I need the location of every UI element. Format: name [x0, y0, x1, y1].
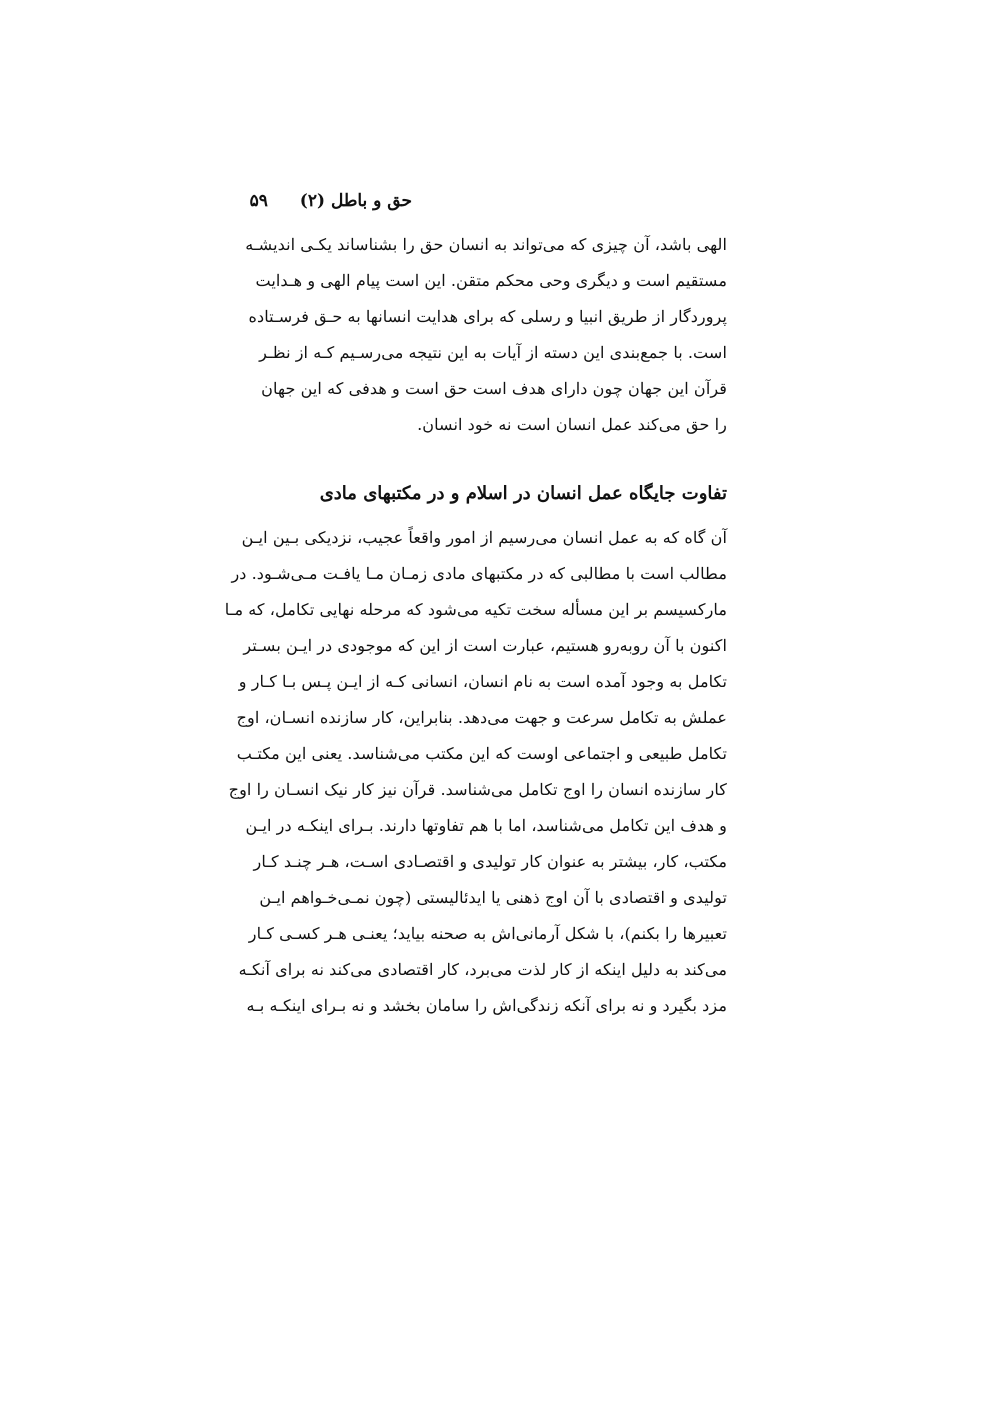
paragraph-line: مزد بگیرد و نه برای آنکه زندگی‌اش را سامان بخشد و نه بـرای اینکـه بـه [246, 996, 727, 1015]
paragraph-line: تعبیرها را بکنم)، با شکل آرمانی‌اش به صحنه بیاید؛ یعنـی هـر کسـی کـار [248, 924, 727, 943]
paragraph-line: مارکسیسم بر این مسأله سخت تکیه می‌شود که مرحله نهایی تکامل، که مـا [224, 600, 727, 619]
section-heading: تفاوت جایگاه عمل انسان در اسلام و در مکتبهای مادی [319, 483, 727, 504]
paragraph-line: مطالب است با مطالبی که در مکتبهای مادی زمـان مـا یافـت مـی‌شـود. در [231, 564, 727, 583]
paragraph-line: پروردگار از طریق انبیا و رسلی که برای هدایت انسانها به حـق فرسـتاده [248, 307, 727, 326]
paragraph-line: و هدف این تکامل می‌شناسد، اما با هم تفاوتها دارند. بـرای اینکـه در ایـن [245, 816, 727, 835]
paragraph-1 [245, 227, 727, 443]
paragraph-line: است. با جمع‌بندی این دسته از آیات به این نتیجه می‌رسـیم کـه از نظـر [259, 343, 727, 362]
paragraph-line: قرآن این جهان چون دارای هدف است حق است و هدفی که این جهان [261, 379, 727, 398]
page-number: ۵۹ [249, 191, 268, 211]
paragraph-line: را حق می‌کند عمل انسان است نه خود انسان. [417, 415, 727, 434]
paragraph-line: عملش به تکامل سرعت و جهت می‌دهد. بنابراین، کار سازنده انسـان، اوج [236, 708, 727, 727]
paragraph-line: مستقیم است و دیگری وحی محکم متقن. این است پیام الهی و هـدایت [255, 271, 727, 290]
paragraph-line: می‌کند به دلیل اینکه از کار لذت می‌برد، کار اقتصادی می‌کند نه برای آنکـه [238, 960, 727, 979]
paragraph-line: الهی باشد، آن چیزی که می‌تواند به انسان حق را بشناساند یکـی اندیشـه [245, 235, 727, 254]
running-head-title: حق و باطل (۲) [299, 191, 412, 211]
paragraph-line: مکتب، کار، بیشتر به عنوان کار تولیدی و اقتصـادی اسـت، هـر چنـد کـار [253, 852, 727, 871]
paragraph-line: تولیدی و اقتصادی با آن اوج ذهنی یا ایدئالیستی (چون نمـی‌خـواهم ایـن [259, 888, 727, 907]
paragraph-line: کار سازنده انسان را اوج تکامل می‌شناسد. قرآن نیز کار نیک انسـان را اوج [228, 780, 727, 799]
paragraph-line: تکامل به وجود آمده است به نام انسان، انسانی کـه از ایـن پـس بـا کـار و [238, 672, 727, 691]
running-head [250, 187, 412, 215]
paragraph-2 [224, 520, 727, 1024]
paragraph-line: اکنون با آن روبه‌رو هستیم، عبارت است از این که موجودی در ایـن بسـتر [243, 636, 727, 655]
paragraph-line: تکامل طبیعی و اجتماعی اوست که این مکتب می‌شناسد. یعنی این مکتـب [236, 744, 727, 763]
paragraph-line: آن گاه که به عمل انسان می‌رسیم از امور واقعاً عجیب، نزدیکی بـین ایـن [241, 528, 727, 547]
